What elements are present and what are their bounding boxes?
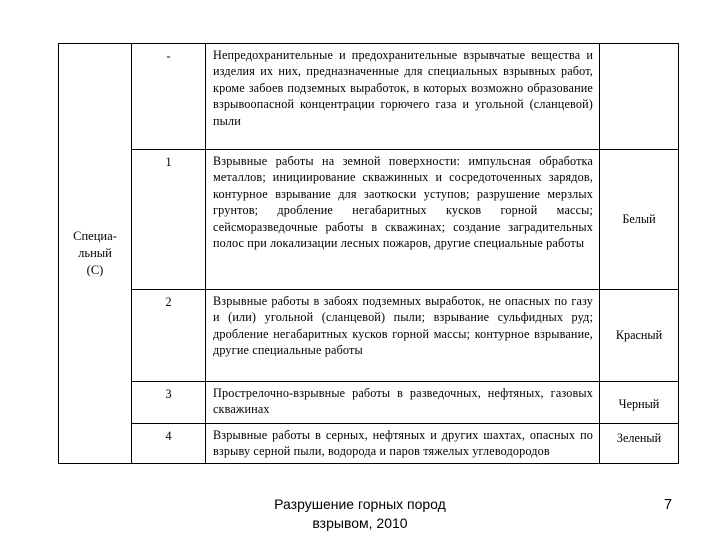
category-label <box>73 228 117 279</box>
slide-footer <box>260 495 460 533</box>
row-description: Непредохранительные и предохранительные взрывчатые вещества и изделия их них, предназначенные для специальных взрывных работ, кроме забоев подземных выработок, в которых возможно образование взрывоопасной концентрации горючего газа и угольной (сланцевой) пыли <box>206 44 600 150</box>
row-number: - <box>132 44 206 150</box>
page-number: 7 <box>664 497 673 513</box>
row-number: 4 <box>132 424 206 464</box>
classification-table <box>58 43 679 464</box>
table-row <box>59 44 679 150</box>
row-number: 1 <box>132 150 206 290</box>
row-number: 3 <box>132 382 206 424</box>
row-color: Белый <box>600 150 679 290</box>
table-row <box>59 150 679 290</box>
footer-line-2: взрывом, 2010 <box>312 515 408 531</box>
row-color: Черный <box>600 382 679 424</box>
category-line-1: Специа- <box>73 229 117 243</box>
footer-line-1: Разрушение горных пород <box>274 496 446 512</box>
table-row <box>59 382 679 424</box>
category-line-2: льный <box>78 246 112 260</box>
table-row <box>59 290 679 382</box>
category-line-3: (С) <box>86 263 104 277</box>
row-color <box>600 44 679 150</box>
row-color: Красный <box>600 290 679 382</box>
row-description: Взрывные работы в забоях подземных выработок, не опасных по газу и (или) угольной (сланцевой) пыли; взрывание сульфидных руд; дробление негабаритных кусков горной массы; контурное взрывание, другие специальные работы <box>206 290 600 382</box>
table-row <box>59 424 679 464</box>
row-description: Взрывные работы в серных, нефтяных и других шахтах, опасных по взрыву серной пыли, водорода и паров тяжелых углеводородов <box>206 424 600 464</box>
row-color: Зеленый <box>600 424 679 464</box>
row-description: Взрывные работы на земной поверхности: импульсная обработка металлов; инициирование скважинных и сосредоточенных зарядов, контурное взрывание для заоткоски уступов; разрушение мерзлых грунтов; дробление негабаритных кусков горной массы; сейсморазведочные работы в скважинах; создание заградительных полос при локализации лесных пожаров, другие специальные работы <box>206 150 600 290</box>
row-description: Прострелочно-взрывные работы в разведочных, нефтяных, газовых скважинах <box>206 382 600 424</box>
category-cell <box>59 44 132 464</box>
row-number: 2 <box>132 290 206 382</box>
